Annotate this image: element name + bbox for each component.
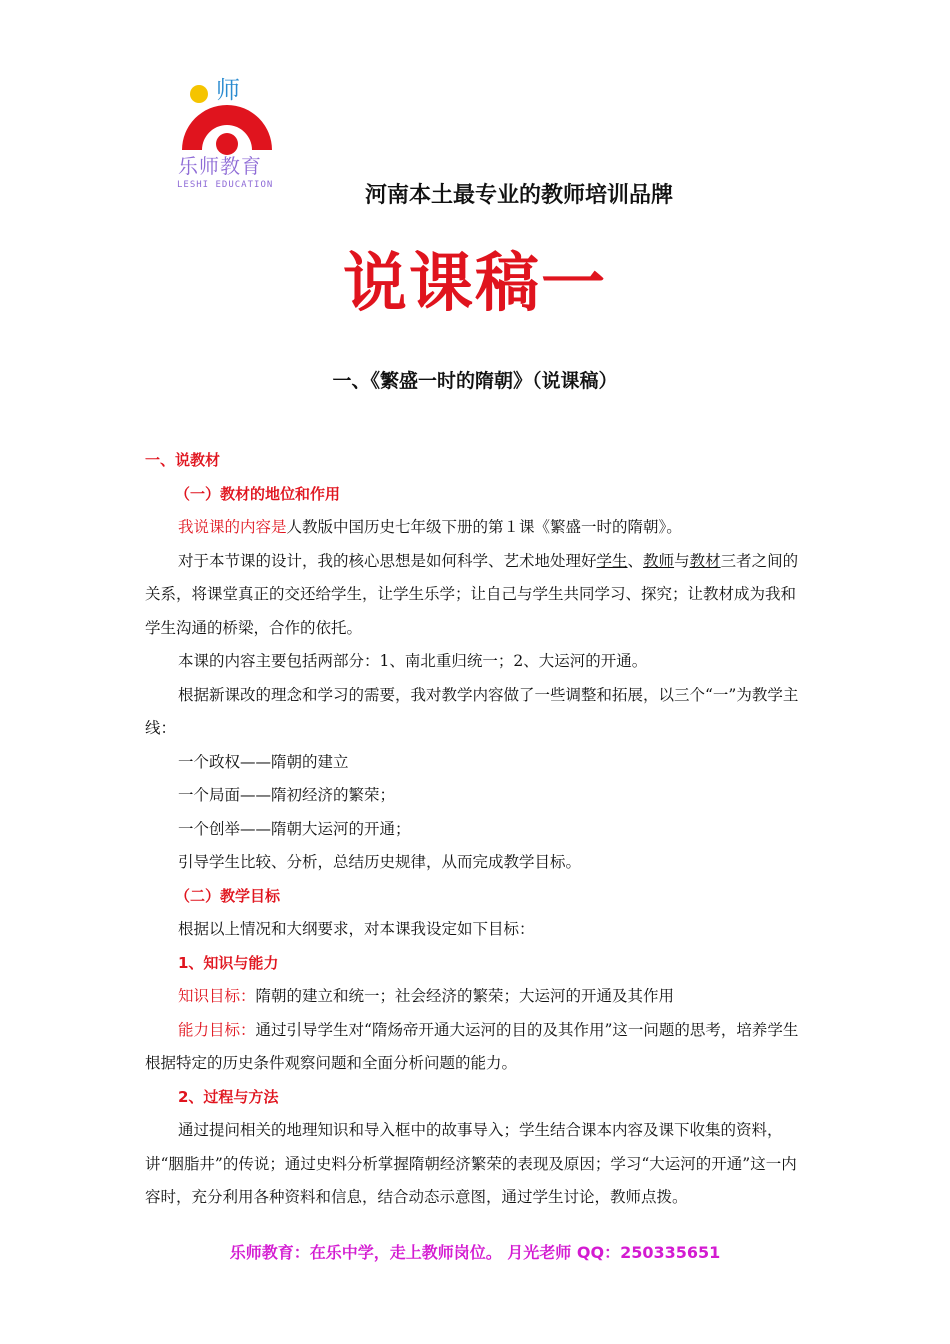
paragraph: 根据以上情况和大纲要求，对本课我设定如下目标： [178,920,535,938]
paragraph [145,980,810,1014]
document-body [145,444,810,1215]
paragraph: 根据新课改的理念和学习的需要，我对教学内容做了一些调整和拓展，以三个“一”为教学主线： [145,685,799,737]
goal-heading: 1、知识与能力 [178,953,279,972]
subsection-heading: （一）教材的地位和作用 [175,484,341,503]
paragraph-text: 隋朝的建立和统一；社会经济的繁荣；大运河的开通及其作用 [255,987,675,1005]
paragraph-text: 人教版中国历史七年级下册的第１课《繁盛一时的隋朝》。 [286,518,682,536]
subsection-heading: （二）教学目标 [175,886,281,905]
brand-slogan: 河南本土最专业的教师培训品牌 [365,182,674,208]
list-item: 一个创举——隋朝大运河的开通； [178,819,411,838]
paragraph: 本课的内容主要包括两部分：1、南北重归统一；2、大运河的开通。 [178,652,648,670]
paragraph: 引导学生比较、分析，总结历史规律，从而完成教学目标。 [178,853,582,871]
document-title: 说课稿一 [343,246,607,321]
lesson-title: 一、《繁盛一时的隋朝》（说课稿） [332,370,618,392]
paragraph-text: 三者之间的关系，将课堂真正的交还给学生，让学生乐学；让自己与学生共同学习、探究；让教材成为我和学生沟通的桥梁，合作的依托。 [145,551,799,637]
paragraph: 通过提问相关的地理知识和导入框中的故事导入；学生结合课本内容及课下收集的资料，讲“胭脂井”的传说；通过史料分析掌握隋朝经济繁荣的表现及原因；学习“大运河的开通”这一内容时，充分利用各种资料和信息，结合动态示意图，通过学生讨论，教师点拨。 [145,1121,797,1206]
separator: 、 [627,551,644,570]
paragraph [145,511,810,545]
paragraph-lead: 我说课的内容是 [178,518,287,536]
paragraph-text: 对于本节课的设计，我的核心思想是如何科学、艺术地处理好 [178,551,597,570]
list-item: 一个局面——隋初经济的繁荣； [178,786,396,804]
term-teacher: 教师 [643,551,675,570]
separator: 与 [674,551,690,570]
paragraph [145,1014,810,1081]
section-heading: 一、说教材 [145,451,221,469]
term-student: 学生 [596,551,628,570]
term-textbook: 教材 [689,551,721,570]
logo-name-en: LESHI EDUCATION [177,180,274,190]
logo-mark-char: 师 [216,76,240,104]
goal-label: 知识目标： [178,987,256,1005]
paragraph [145,545,810,646]
footer-contact: 乐师教育：在乐中学，走上教师岗位。 月光老师 QQ：250335651 [229,1243,721,1262]
goal-heading: 2、过程与方法 [178,1087,279,1106]
logo-name-cn: 乐师教育 [178,154,262,178]
goal-label: 能力目标： [178,1020,256,1039]
paragraph-text: 通过引导学生对“隋炀帝开通大运河的目的及其作用”这一问题的思考，培养学生根据特定的历史条件观察问题和全面分析问题的能力。 [145,1020,799,1072]
list-item: 一个政权——隋朝的建立 [178,752,349,771]
